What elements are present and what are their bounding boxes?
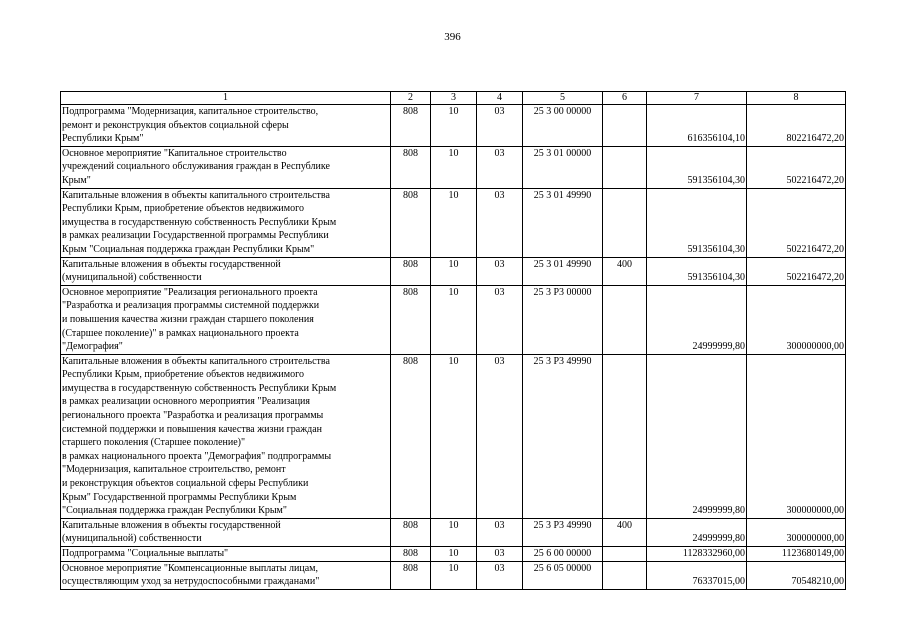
cell-c8: [747, 257, 846, 285]
cell-text: 808: [403, 147, 418, 159]
cell-c4: [477, 354, 523, 518]
cell-text: 10: [448, 519, 459, 531]
cell-c3: [431, 561, 477, 589]
cell-c7: [647, 561, 747, 589]
cell-name: [61, 285, 391, 354]
table-row: [61, 518, 846, 546]
table-row: [61, 188, 846, 257]
cell-c5: [523, 188, 603, 257]
cell-c5: [523, 547, 603, 562]
cell-text: 502216472,20: [786, 174, 844, 186]
cell-text: 1123680149,00: [781, 548, 844, 559]
cell-c2: [391, 257, 431, 285]
cell-c6: [603, 188, 647, 257]
cell-text: 03: [494, 355, 505, 367]
cell-name: [61, 354, 391, 518]
cell-text: 400: [617, 258, 632, 270]
cell-text: 502216472,20: [786, 272, 844, 284]
cell-text: 03: [494, 189, 505, 201]
cell-c2: [391, 547, 431, 562]
cell-c8: [747, 188, 846, 257]
cell-text: 25 3 01 49990: [533, 258, 592, 270]
cell-text: 76337015,00: [692, 576, 745, 588]
cell-text: 03: [494, 258, 505, 270]
cell-c7: [647, 257, 747, 285]
cell-c2: [391, 354, 431, 518]
header-cell: 4: [477, 92, 523, 105]
header-cell: 3: [431, 92, 477, 105]
cell-text: 10: [448, 562, 459, 574]
cell-text: 70548210,00: [791, 576, 844, 588]
cell-c4: [477, 105, 523, 147]
cell-c4: [477, 188, 523, 257]
cell-c6: [603, 547, 647, 562]
cell-c3: [431, 146, 477, 188]
cell-c5: [523, 561, 603, 589]
cell-text: 03: [494, 286, 505, 298]
cell-text: 400: [617, 519, 632, 531]
cell-c3: [431, 188, 477, 257]
cell-c8: [747, 285, 846, 354]
cell-c4: [477, 547, 523, 562]
cell-text: 591356104,30: [687, 243, 745, 255]
cell-text: 808: [403, 258, 418, 270]
cell-c6: [603, 518, 647, 546]
cell-c8: [747, 354, 846, 518]
cell-text: Подпрограмма "Модернизация, капитальное строительство, ремонт и реконструкция объектов социальной сферы Республики Крым": [62, 106, 319, 145]
cell-text: 25 3 01 00000: [533, 147, 592, 159]
cell-c6: [603, 105, 647, 147]
cell-c3: [431, 285, 477, 354]
cell-text: 03: [494, 147, 505, 159]
cell-text: 03: [494, 548, 505, 559]
cell-text: 24999999,80: [692, 505, 745, 517]
table-row: [61, 561, 846, 589]
cell-c2: [391, 561, 431, 589]
cell-name: [61, 188, 391, 257]
cell-text: 591356104,30: [687, 272, 745, 284]
header-cell: 2: [391, 92, 431, 105]
cell-c3: [431, 518, 477, 546]
cell-c3: [431, 105, 477, 147]
cell-text: 502216472,20: [786, 243, 844, 255]
cell-c7: [647, 518, 747, 546]
cell-text: Капитальные вложения в объекты государственной (муниципальной) собственности: [62, 258, 281, 284]
cell-text: 808: [403, 286, 418, 298]
cell-name: [61, 547, 391, 562]
cell-text: Капитальные вложения в объекты капитального строительства Республики Крым, приобретение объектов недвижимого имущества в государственную собственность Республики Крым в рамках реализации Государственной программы Республики Крым "Социальная поддержка граждан Республики Крым": [62, 189, 337, 255]
cell-text: 591356104,30: [687, 174, 745, 186]
cell-text: 808: [403, 562, 418, 574]
cell-c7: [647, 188, 747, 257]
header-cell: 6: [603, 92, 647, 105]
table-row: [61, 547, 846, 562]
cell-text: 802216472,20: [786, 133, 844, 145]
cell-text: 10: [448, 286, 459, 298]
cell-text: 10: [448, 189, 459, 201]
cell-text: 10: [448, 355, 459, 367]
cell-c4: [477, 257, 523, 285]
cell-text: Капитальные вложения в объекты капитального строительства Республики Крым, приобретение объектов недвижимого имущества в государственную собственность Республики Крым в рамках реализации основного мероприятия "Реализация регионального проекта "Разработка и реализация программы системной поддержки и повышения качества жизни граждан старшего поколения (Старшее поколение)" в рамках национального проекта "Демография" подпрограммы "Модернизация, капитальное строительство, ремонт и реконструкция объектов социальной сферы Республики Крым" Государственной программы Республики Крым "Социальная поддержка граждан Республики Крым": [62, 355, 337, 517]
cell-c8: [747, 105, 846, 147]
cell-c7: [647, 547, 747, 562]
cell-text: 808: [403, 189, 418, 201]
cell-c6: [603, 285, 647, 354]
cell-c2: [391, 518, 431, 546]
cell-c5: [523, 518, 603, 546]
cell-c4: [477, 285, 523, 354]
cell-c6: [603, 146, 647, 188]
cell-name: [61, 146, 391, 188]
cell-text: 10: [448, 147, 459, 159]
cell-text: 25 6 00 00000: [533, 548, 592, 559]
cell-name: [61, 105, 391, 147]
cell-c2: [391, 105, 431, 147]
header-cell: 5: [523, 92, 603, 105]
cell-c5: [523, 354, 603, 518]
cell-text: 808: [403, 355, 418, 367]
cell-c2: [391, 285, 431, 354]
budget-table: [60, 91, 846, 590]
cell-c3: [431, 547, 477, 562]
cell-c5: [523, 146, 603, 188]
cell-c7: [647, 105, 747, 147]
cell-text: 03: [494, 106, 505, 117]
cell-c7: [647, 146, 747, 188]
cell-text: 10: [448, 106, 459, 117]
cell-text: 25 6 05 00000: [533, 562, 592, 574]
cell-text: 300000000,00: [786, 341, 844, 353]
cell-c3: [431, 354, 477, 518]
cell-name: [61, 561, 391, 589]
cell-text: 300000000,00: [786, 533, 844, 545]
cell-c2: [391, 146, 431, 188]
cell-text: 24999999,80: [692, 341, 745, 353]
cell-c6: [603, 257, 647, 285]
cell-text: 24999999,80: [692, 533, 745, 545]
header-cell: 1: [61, 92, 391, 105]
cell-text: 808: [403, 519, 418, 531]
cell-c3: [431, 257, 477, 285]
cell-text: 25 3 P3 00000: [533, 286, 592, 298]
cell-text: 10: [448, 258, 459, 270]
header-cell: 7: [647, 92, 747, 105]
cell-text: 808: [403, 106, 418, 117]
cell-text: 25 3 P3 49990: [533, 355, 592, 367]
cell-c4: [477, 146, 523, 188]
cell-text: 25 3 00 00000: [533, 106, 592, 117]
cell-text: 03: [494, 562, 505, 574]
cell-c2: [391, 188, 431, 257]
cell-text: Подпрограмма "Социальные выплаты": [62, 548, 229, 559]
cell-name: [61, 518, 391, 546]
table-row: [61, 257, 846, 285]
page-number: 396: [444, 31, 461, 43]
cell-c8: [747, 547, 846, 562]
cell-text: 300000000,00: [786, 505, 844, 517]
cell-text: 808: [403, 548, 418, 559]
table-row: [61, 285, 846, 354]
cell-text: Основное мероприятие "Реализация регионального проекта "Разработка и реализация программы системной поддержки и повышения качества жизни граждан старшего поколения (Старшее поколение)" в рамках национального проекта "Демография": [62, 286, 320, 353]
cell-text: Основное мероприятие "Компенсационные выплаты лицам, осуществляющим уход за нетрудоспособными гражданами": [62, 562, 320, 588]
cell-c5: [523, 257, 603, 285]
cell-c7: [647, 354, 747, 518]
table-row: [61, 354, 846, 518]
cell-text: 616356104,10: [687, 133, 745, 145]
cell-c8: [747, 518, 846, 546]
cell-text: 1128332960,00: [682, 548, 745, 559]
cell-name: [61, 257, 391, 285]
cell-c5: [523, 105, 603, 147]
cell-c8: [747, 561, 846, 589]
cell-text: Капитальные вложения в объекты государственной (муниципальной) собственности: [62, 519, 281, 545]
header-cell: 8: [747, 92, 846, 105]
table-header-row: [61, 92, 846, 105]
cell-c4: [477, 561, 523, 589]
cell-c6: [603, 354, 647, 518]
cell-text: Основное мероприятие "Капитальное строительство учреждений социального обслуживания граждан в Республике Крым": [62, 147, 330, 186]
cell-text: 10: [448, 548, 459, 559]
cell-text: 25 3 P3 49990: [533, 519, 592, 531]
table-row: [61, 105, 846, 147]
cell-c6: [603, 561, 647, 589]
cell-text: 03: [494, 519, 505, 531]
cell-c7: [647, 285, 747, 354]
cell-c5: [523, 285, 603, 354]
cell-c4: [477, 518, 523, 546]
table-row: [61, 146, 846, 188]
cell-text: 25 3 01 49990: [533, 189, 592, 201]
cell-c8: [747, 146, 846, 188]
